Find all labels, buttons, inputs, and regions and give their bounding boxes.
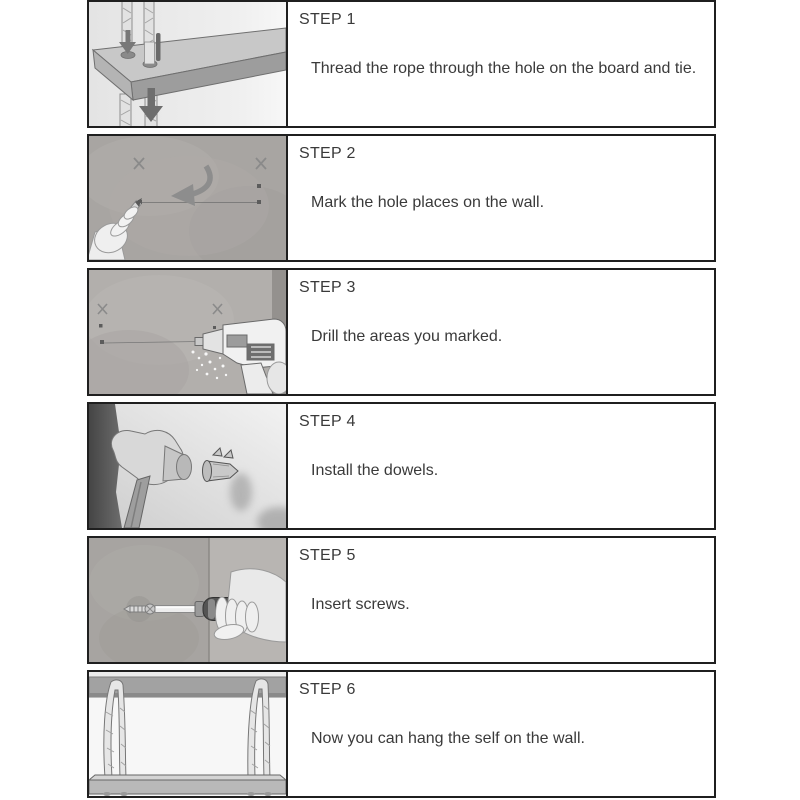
drill-icon (89, 270, 286, 394)
screwdriver-screw-illustration (89, 538, 288, 662)
step-label: STEP 2 (299, 145, 356, 162)
mark-wall-icon (89, 136, 286, 260)
step-description: Thread the rope through the hole on the board and tie. (311, 60, 697, 77)
hammer-icon (89, 404, 286, 528)
step-label: STEP 1 (299, 11, 356, 28)
hanging-shelf-illustration (89, 672, 288, 796)
step-text-panel (288, 2, 714, 126)
step-label: STEP 5 (299, 547, 356, 564)
step-row-4 (87, 402, 716, 530)
shelf-board (89, 775, 286, 794)
step-row-3 (87, 268, 716, 396)
rope-through-board-illustration (89, 2, 288, 126)
step-rows (87, 0, 716, 800)
step-description: Insert screws. (311, 596, 410, 613)
hammer-dowel-illustration (89, 404, 288, 528)
step-description: Now you can hang the self on the wall. (311, 730, 585, 747)
step-label: STEP 6 (299, 681, 356, 698)
board-rope-icon (89, 2, 286, 126)
step-text-panel (288, 538, 714, 662)
hanging-shelf-icon (89, 672, 286, 796)
step-text-panel (288, 404, 714, 528)
pencil-marking-wall-illustration (89, 136, 288, 260)
step-row-6 (87, 670, 716, 798)
step-row-2 (87, 134, 716, 262)
step-text-panel (288, 672, 714, 796)
step-label: STEP 3 (299, 279, 356, 296)
step-row-5 (87, 536, 716, 664)
step-text-panel (288, 136, 714, 260)
step-label: STEP 4 (299, 413, 356, 430)
screwdriver-icon (89, 538, 286, 662)
drill-on-wall-illustration (89, 270, 288, 394)
step-description: Drill the areas you marked. (311, 328, 503, 345)
step-text-panel (288, 270, 714, 394)
step-description: Install the dowels. (311, 462, 439, 479)
step-row-1 (87, 0, 716, 128)
step-description: Mark the hole places on the wall. (311, 194, 545, 211)
